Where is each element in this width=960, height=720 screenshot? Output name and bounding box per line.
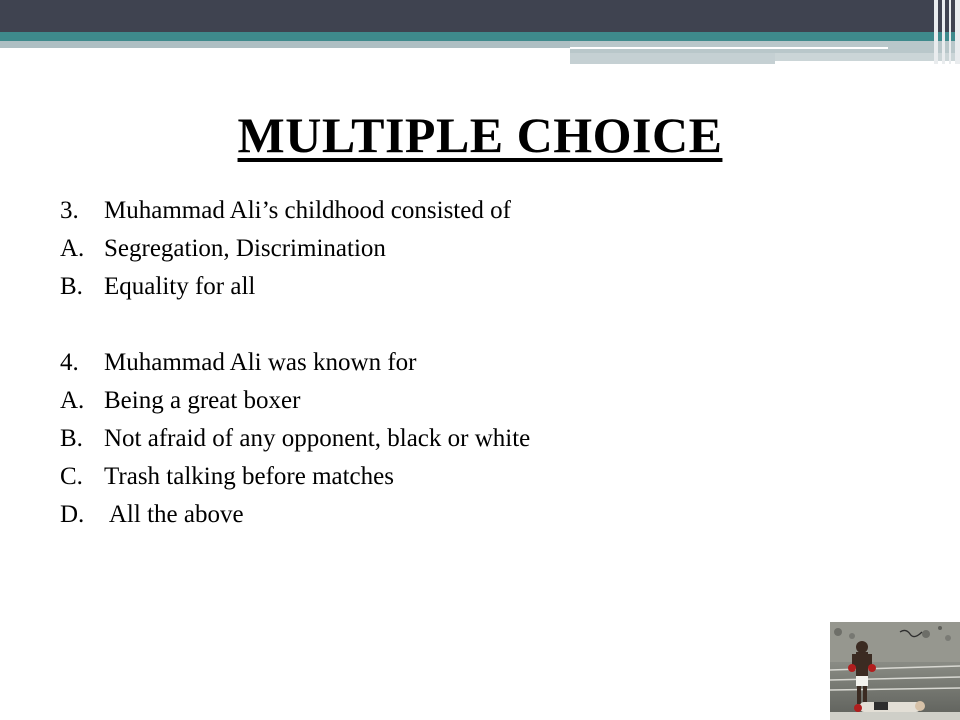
option-letter: B. — [60, 273, 83, 300]
header-bar-grey-left — [0, 41, 570, 48]
header-bar-dark — [0, 0, 960, 32]
option-text: Trash talking before matches — [104, 463, 394, 490]
question-number: 4. — [60, 349, 79, 376]
question-text: Muhammad Ali was known for — [104, 349, 417, 376]
question-text: Muhammad Ali’s childhood consisted of — [104, 197, 511, 224]
option-letter: B. — [60, 425, 83, 452]
option-text: Segregation, Discrimination — [104, 235, 386, 262]
option-letter: A. — [60, 235, 85, 262]
option-text: All the above — [104, 501, 244, 528]
answer-option — [60, 420, 820, 458]
option-letter: D. — [60, 501, 85, 528]
option-letter: C. — [60, 463, 83, 490]
answer-option — [60, 458, 820, 496]
question-list — [60, 192, 820, 534]
question-3 — [60, 192, 820, 230]
answer-option — [60, 496, 820, 534]
header-stripe — [934, 0, 938, 64]
question-number: 3. — [60, 197, 79, 224]
header-bar-grey-lower-right — [775, 53, 960, 61]
answer-option — [60, 268, 820, 306]
header-bar-grey-lower — [570, 53, 775, 64]
answer-option — [60, 382, 820, 420]
option-text: Not afraid of any opponent, black or white — [104, 425, 531, 452]
option-text: Equality for all — [104, 273, 256, 300]
header-stripe — [949, 0, 951, 64]
boxing-photo-icon — [830, 622, 960, 720]
header-stripe — [942, 0, 945, 64]
option-text: Being a great boxer — [104, 387, 301, 414]
spacer — [60, 306, 820, 344]
answer-option — [60, 230, 820, 268]
slide-title: MULTIPLE CHOICE — [237, 107, 723, 163]
header-bar-highlight — [570, 47, 888, 49]
option-letter: A. — [60, 387, 85, 414]
question-4 — [60, 344, 820, 382]
header-stripe — [955, 0, 960, 64]
header-bar-teal — [0, 32, 960, 41]
